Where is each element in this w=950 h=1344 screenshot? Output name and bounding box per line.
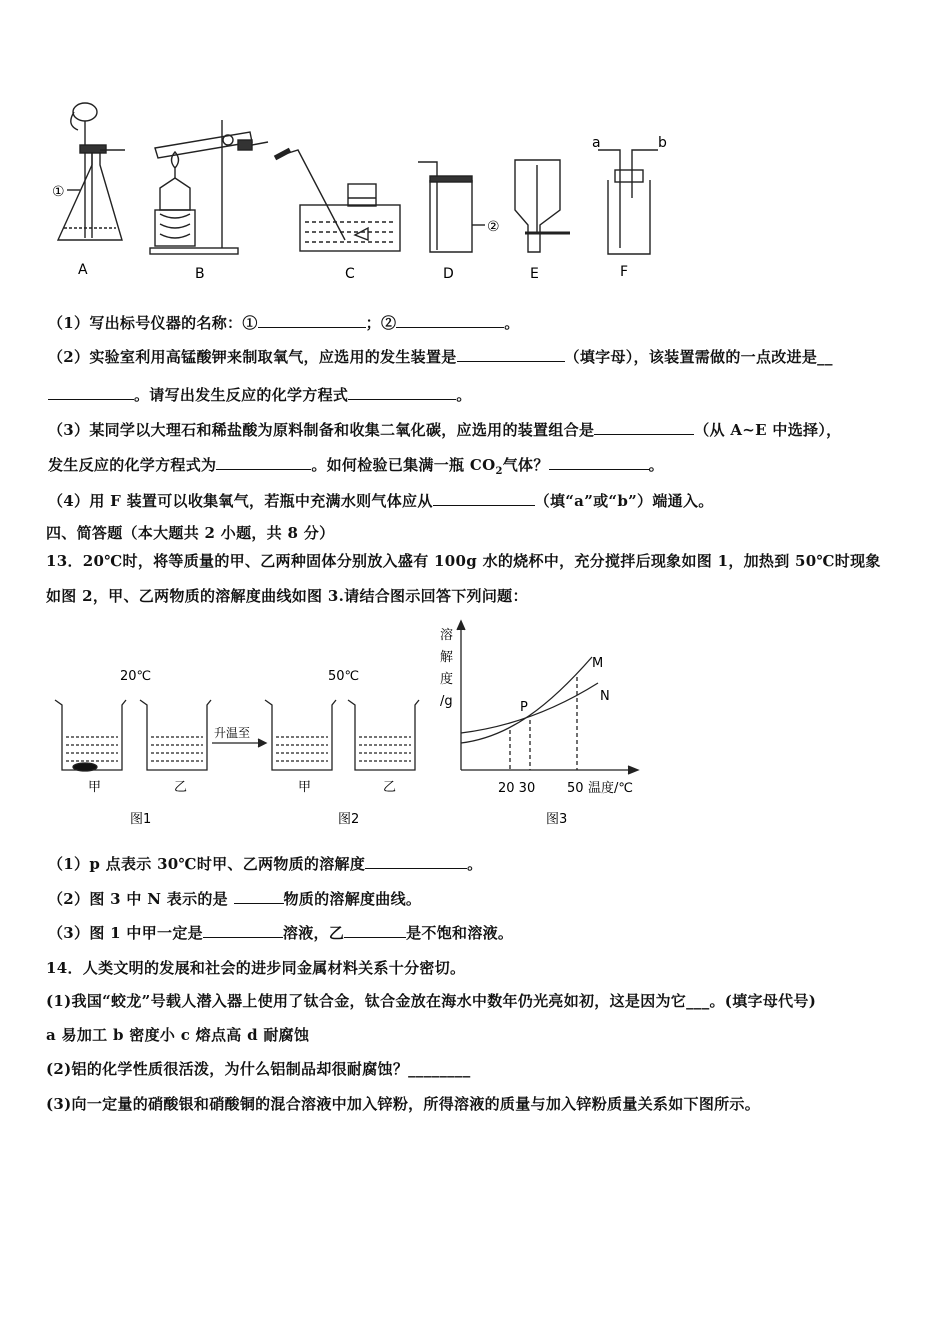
q12-part3-line2: 发生反应的化学方程式为 。如何检验已集满一瓶 $CO_2$气体？ 。 [48,456,664,477]
apparatus-figure [0,0,950,290]
tick-20-30: 20 30 [498,781,536,796]
q13-stem-line1: 13．20℃时，将等质量的甲、乙两种固体分别放入盛有 100g 水的烧杯中，充分搅拌后现象如图 1，加热到 50℃时现象 [46,552,881,570]
fig2-caption: 图2 [338,812,360,827]
fig1-jia: 甲 [88,780,102,795]
blank[interactable] [396,313,504,328]
label-m: M [592,656,604,671]
ylabel-4: /g [440,694,453,709]
q12-part2-line2: 。请写出发生反应的化学方程式 。 [48,384,472,405]
blank[interactable] [203,923,283,938]
section-heading: 四、简答题（本大题共 2 小题，共 8 分） [46,524,335,542]
q13-figures [0,615,950,835]
marker-2: ② [487,219,500,235]
q12-part3-line1: （3）某同学以大理石和稀盐酸为原料制备和收集二氧化碳，应选用的装置组合是 （从 A~E 中选择）， [48,421,842,439]
q12-part1: （1）写出标号仪器的名称：① ；② 。 [48,314,520,332]
port-b-label: b [658,135,667,151]
ylabel-1: 溶 [440,628,454,643]
q14-options: a 易加工 b 密度小 c 熔点高 d 耐腐蚀 [46,1026,310,1044]
q13-part3: （3）图 1 中甲一定是 溶液，乙 是不饱和溶液。 [48,924,514,942]
blank[interactable] [234,889,284,904]
beaker-fig2-jia [265,700,336,770]
apparatus-b [150,120,268,254]
label-c: C [345,266,355,282]
marker-1: ① [52,184,65,200]
solubility-chart [457,621,638,774]
arrow-text: 升温至 [214,726,251,740]
q14-part2: (2)铝的化学性质很活泼，为什么铝制品却很耐腐蚀？________ [46,1060,471,1078]
apparatus-a [58,103,125,240]
apparatus-c [275,150,400,251]
label-n: N [600,689,610,704]
beaker-fig1-yi [140,700,211,770]
label-p: P [520,700,528,715]
tick-50: 50 [567,781,584,796]
apparatus-d [418,162,485,252]
blank[interactable] [433,491,535,506]
fig1-yi: 乙 [174,780,188,795]
beaker-fig2-yi [348,700,419,770]
fig2-jia: 甲 [298,780,312,795]
apparatus-f [598,150,658,254]
ylabel-3: 度 [440,672,454,687]
fig1-caption: 图1 [130,812,152,827]
xlabel: 温度/℃ [588,781,633,796]
label-f: F [620,264,629,280]
blank[interactable] [344,923,406,938]
q12-part2-line1: （2）实验室利用高锰酸钾来制取氧气，应选用的发生装置是 （填字母），该装置需做的一点改进是__ [48,348,833,366]
label-d: D [443,266,454,282]
blank[interactable] [216,455,311,470]
temp-20: 20℃ [120,669,152,684]
q13-part1: （1）p 点表示 30℃时甲、乙两物质的溶解度 。 [48,855,483,873]
q14-part3: (3)向一定量的硝酸银和硝酸铜的混合溶液中加入锌粉，所得溶液的质量与加入锌粉质量关系如下图所示。 [46,1095,761,1113]
q12-part4: （4）用 F 装置可以收集氧气，若瓶中充满水则气体应从 （填“a”或“b”）端通入。 [48,492,714,510]
temp-50: 50℃ [328,669,360,684]
apparatus-e [515,160,570,252]
label-b: B [195,266,205,282]
blank[interactable] [258,313,366,328]
q14-part1: (1)我国“蛟龙”号载人潜入器上使用了钛合金，钛合金放在海水中数年仍光亮如初，这是因为它___。(填字母代号) [46,992,817,1010]
blank[interactable] [457,347,565,362]
fig2-yi: 乙 [383,780,397,795]
blank[interactable] [594,420,694,435]
blank[interactable] [48,385,134,400]
beaker-fig1-jia [55,700,126,771]
port-a-label: a [592,135,601,151]
blank[interactable] [348,385,456,400]
q14-stem: 14．人类文明的发展和社会的进步同金属材料关系十分密切。 [46,959,466,977]
ylabel-2: 解 [440,650,454,665]
q13-stem-line2: 如图 2，甲、乙两物质的溶解度曲线如图 3.请结合图示回答下列问题： [46,587,528,605]
label-e: E [530,266,539,282]
label-a: A [78,262,88,278]
q13-part2: （2）图 3 中 N 表示的是 物质的溶解度曲线。 [48,890,422,908]
blank[interactable] [549,455,649,470]
blank[interactable] [365,854,467,869]
fig3-caption: 图3 [546,812,568,827]
